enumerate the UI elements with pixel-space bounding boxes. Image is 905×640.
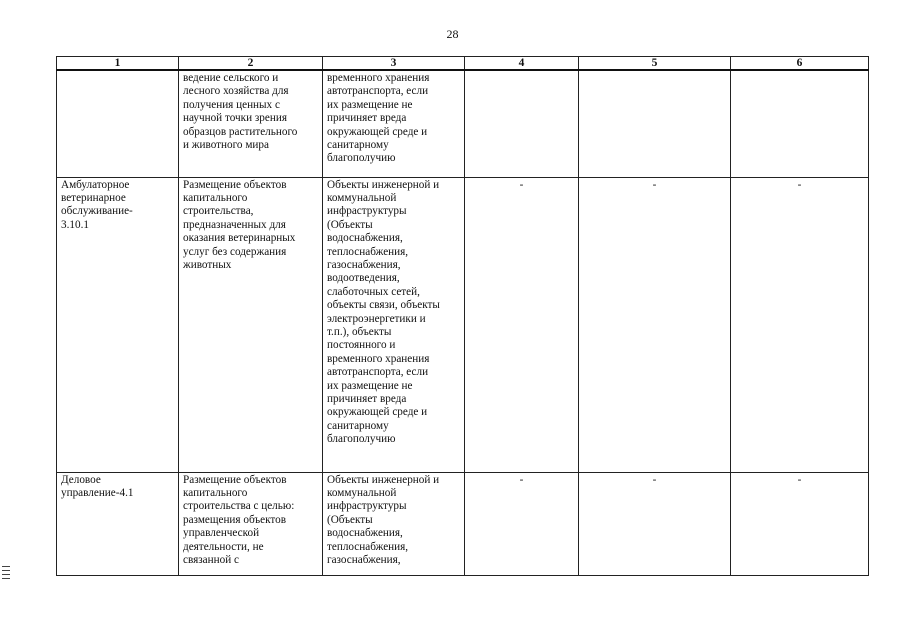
page-number: 28 xyxy=(446,27,459,41)
cell-text-line: коммунальной xyxy=(327,486,397,499)
cell-text-line: капитального xyxy=(183,191,248,204)
cell-text-line: коммунальной xyxy=(327,191,397,204)
column-header-2: 2 xyxy=(179,57,323,71)
param-cell-6: - xyxy=(731,472,869,575)
cell-text-line: санитарному xyxy=(327,139,389,152)
cell-text-line: автотранспорта, если xyxy=(327,85,429,98)
cell-text-line: санитарному xyxy=(327,419,389,432)
cell-text-line: научной точки зрения xyxy=(183,112,287,125)
cell-text-line: строительства с целью: xyxy=(183,500,295,513)
cell-text-line: обслуживание- xyxy=(61,205,133,218)
use-type-cell xyxy=(57,177,179,472)
cell-text-line: слаботочных сетей, xyxy=(327,285,420,298)
param-cell-4: - xyxy=(465,177,579,472)
description-cell xyxy=(179,177,323,472)
cell-text-line: причиняет вреда xyxy=(327,393,407,405)
column-header-1: 1 xyxy=(57,57,179,71)
param-cell-5: - xyxy=(579,472,731,575)
cell-text-line: ведение сельского и xyxy=(183,72,279,84)
table-body xyxy=(57,70,869,575)
cell-text-line: образцов растительного xyxy=(183,125,298,138)
cell-text-line: управление-4.1 xyxy=(61,486,134,499)
param-cell-5: - xyxy=(579,177,731,472)
cell-text-line: окружающей среде и xyxy=(327,406,428,419)
auxiliary-use-cell xyxy=(323,70,465,177)
cell-text-line: теплоснабжения, xyxy=(327,245,409,258)
cell-text-line: животных xyxy=(183,258,232,271)
cell-text-line: электроэнергетики и xyxy=(327,312,426,325)
column-header-4: 4 xyxy=(465,57,579,71)
cell-text-line: инфраструктуры xyxy=(327,205,407,218)
cell-text-line: оказания ветеринарных xyxy=(183,232,296,245)
cell-text-line: временного хранения xyxy=(327,352,430,365)
cell-text-line: окружающей среде и xyxy=(327,125,428,138)
cell-text-line: их размещение не xyxy=(327,379,413,392)
cell-text-line: (Объекты xyxy=(327,513,373,526)
param-cell-5 xyxy=(579,70,731,177)
cell-text-line: ветеринарное xyxy=(61,191,126,204)
cell-text-line: 3.10.1 xyxy=(61,218,89,231)
cell-text-line: связанной с xyxy=(183,553,239,566)
cell-text-line: и животного мира xyxy=(183,139,269,152)
cell-text-line: теплоснабжения, xyxy=(327,540,409,553)
cell-text-line: благополучию xyxy=(327,152,396,165)
cell-text-line: услуг без содержания xyxy=(183,245,287,258)
cell-text-line: временного хранения xyxy=(327,72,430,84)
cell-text-line: Объекты инженерной и xyxy=(327,473,440,486)
cell-text-line: Размещение объектов xyxy=(183,473,287,486)
use-type-cell xyxy=(57,472,179,575)
cell-text-line: деятельности, не xyxy=(183,540,264,553)
param-cell-4: - xyxy=(465,472,579,575)
column-header-6: 6 xyxy=(731,57,869,71)
use-type-cell xyxy=(57,70,179,177)
cell-text-line: управленческой xyxy=(183,527,260,540)
cell-text-line: водоотведения, xyxy=(327,272,400,285)
cell-text-line: постоянного и xyxy=(327,339,396,352)
cell-text-line: (Объекты xyxy=(327,218,373,231)
auxiliary-use-cell xyxy=(323,177,465,472)
auxiliary-use-cell xyxy=(323,472,465,575)
cell-text-line: причиняет вреда xyxy=(327,112,407,125)
header-row xyxy=(57,57,869,71)
cell-text-line: предназначенных для xyxy=(183,218,286,231)
margin-binding-mark xyxy=(2,566,10,582)
regulations-table xyxy=(56,56,869,576)
cell-text-line: Деловое xyxy=(61,473,101,486)
cell-text-line: получения ценных с xyxy=(183,98,280,111)
param-cell-6: - xyxy=(731,177,869,472)
description-cell xyxy=(179,472,323,575)
cell-text-line: водоснабжения, xyxy=(327,232,403,245)
column-header-5: 5 xyxy=(579,57,731,71)
cell-text-line: строительства, xyxy=(183,205,254,218)
cell-text-line: газоснабжения, xyxy=(327,553,401,566)
table-row xyxy=(57,177,869,472)
cell-text-line: благополучию xyxy=(327,433,396,446)
cell-text-line: объекты связи, объекты xyxy=(327,299,440,312)
cell-text-line: т.п.), объекты xyxy=(327,325,392,338)
cell-text-line: газоснабжения, xyxy=(327,258,401,271)
cell-text-line: лесного хозяйства для xyxy=(183,85,289,98)
column-header-3: 3 xyxy=(323,57,465,71)
param-cell-4 xyxy=(465,70,579,177)
cell-text-line: их размещение не xyxy=(327,98,413,111)
cell-text-line: автотранспорта, если xyxy=(327,366,429,379)
cell-text-line: капитального xyxy=(183,486,248,499)
table-row xyxy=(57,70,869,177)
param-cell-6 xyxy=(731,70,869,177)
cell-text-line: размещения объектов xyxy=(183,513,287,526)
cell-text-line: Амбулаторное xyxy=(61,178,130,191)
cell-text-line: водоснабжения, xyxy=(327,527,403,540)
description-cell xyxy=(179,70,323,177)
cell-text-line: Размещение объектов xyxy=(183,178,287,191)
cell-text-line: Объекты инженерной и xyxy=(327,178,440,191)
table-row xyxy=(57,472,869,575)
cell-text-line: инфраструктуры xyxy=(327,500,407,513)
